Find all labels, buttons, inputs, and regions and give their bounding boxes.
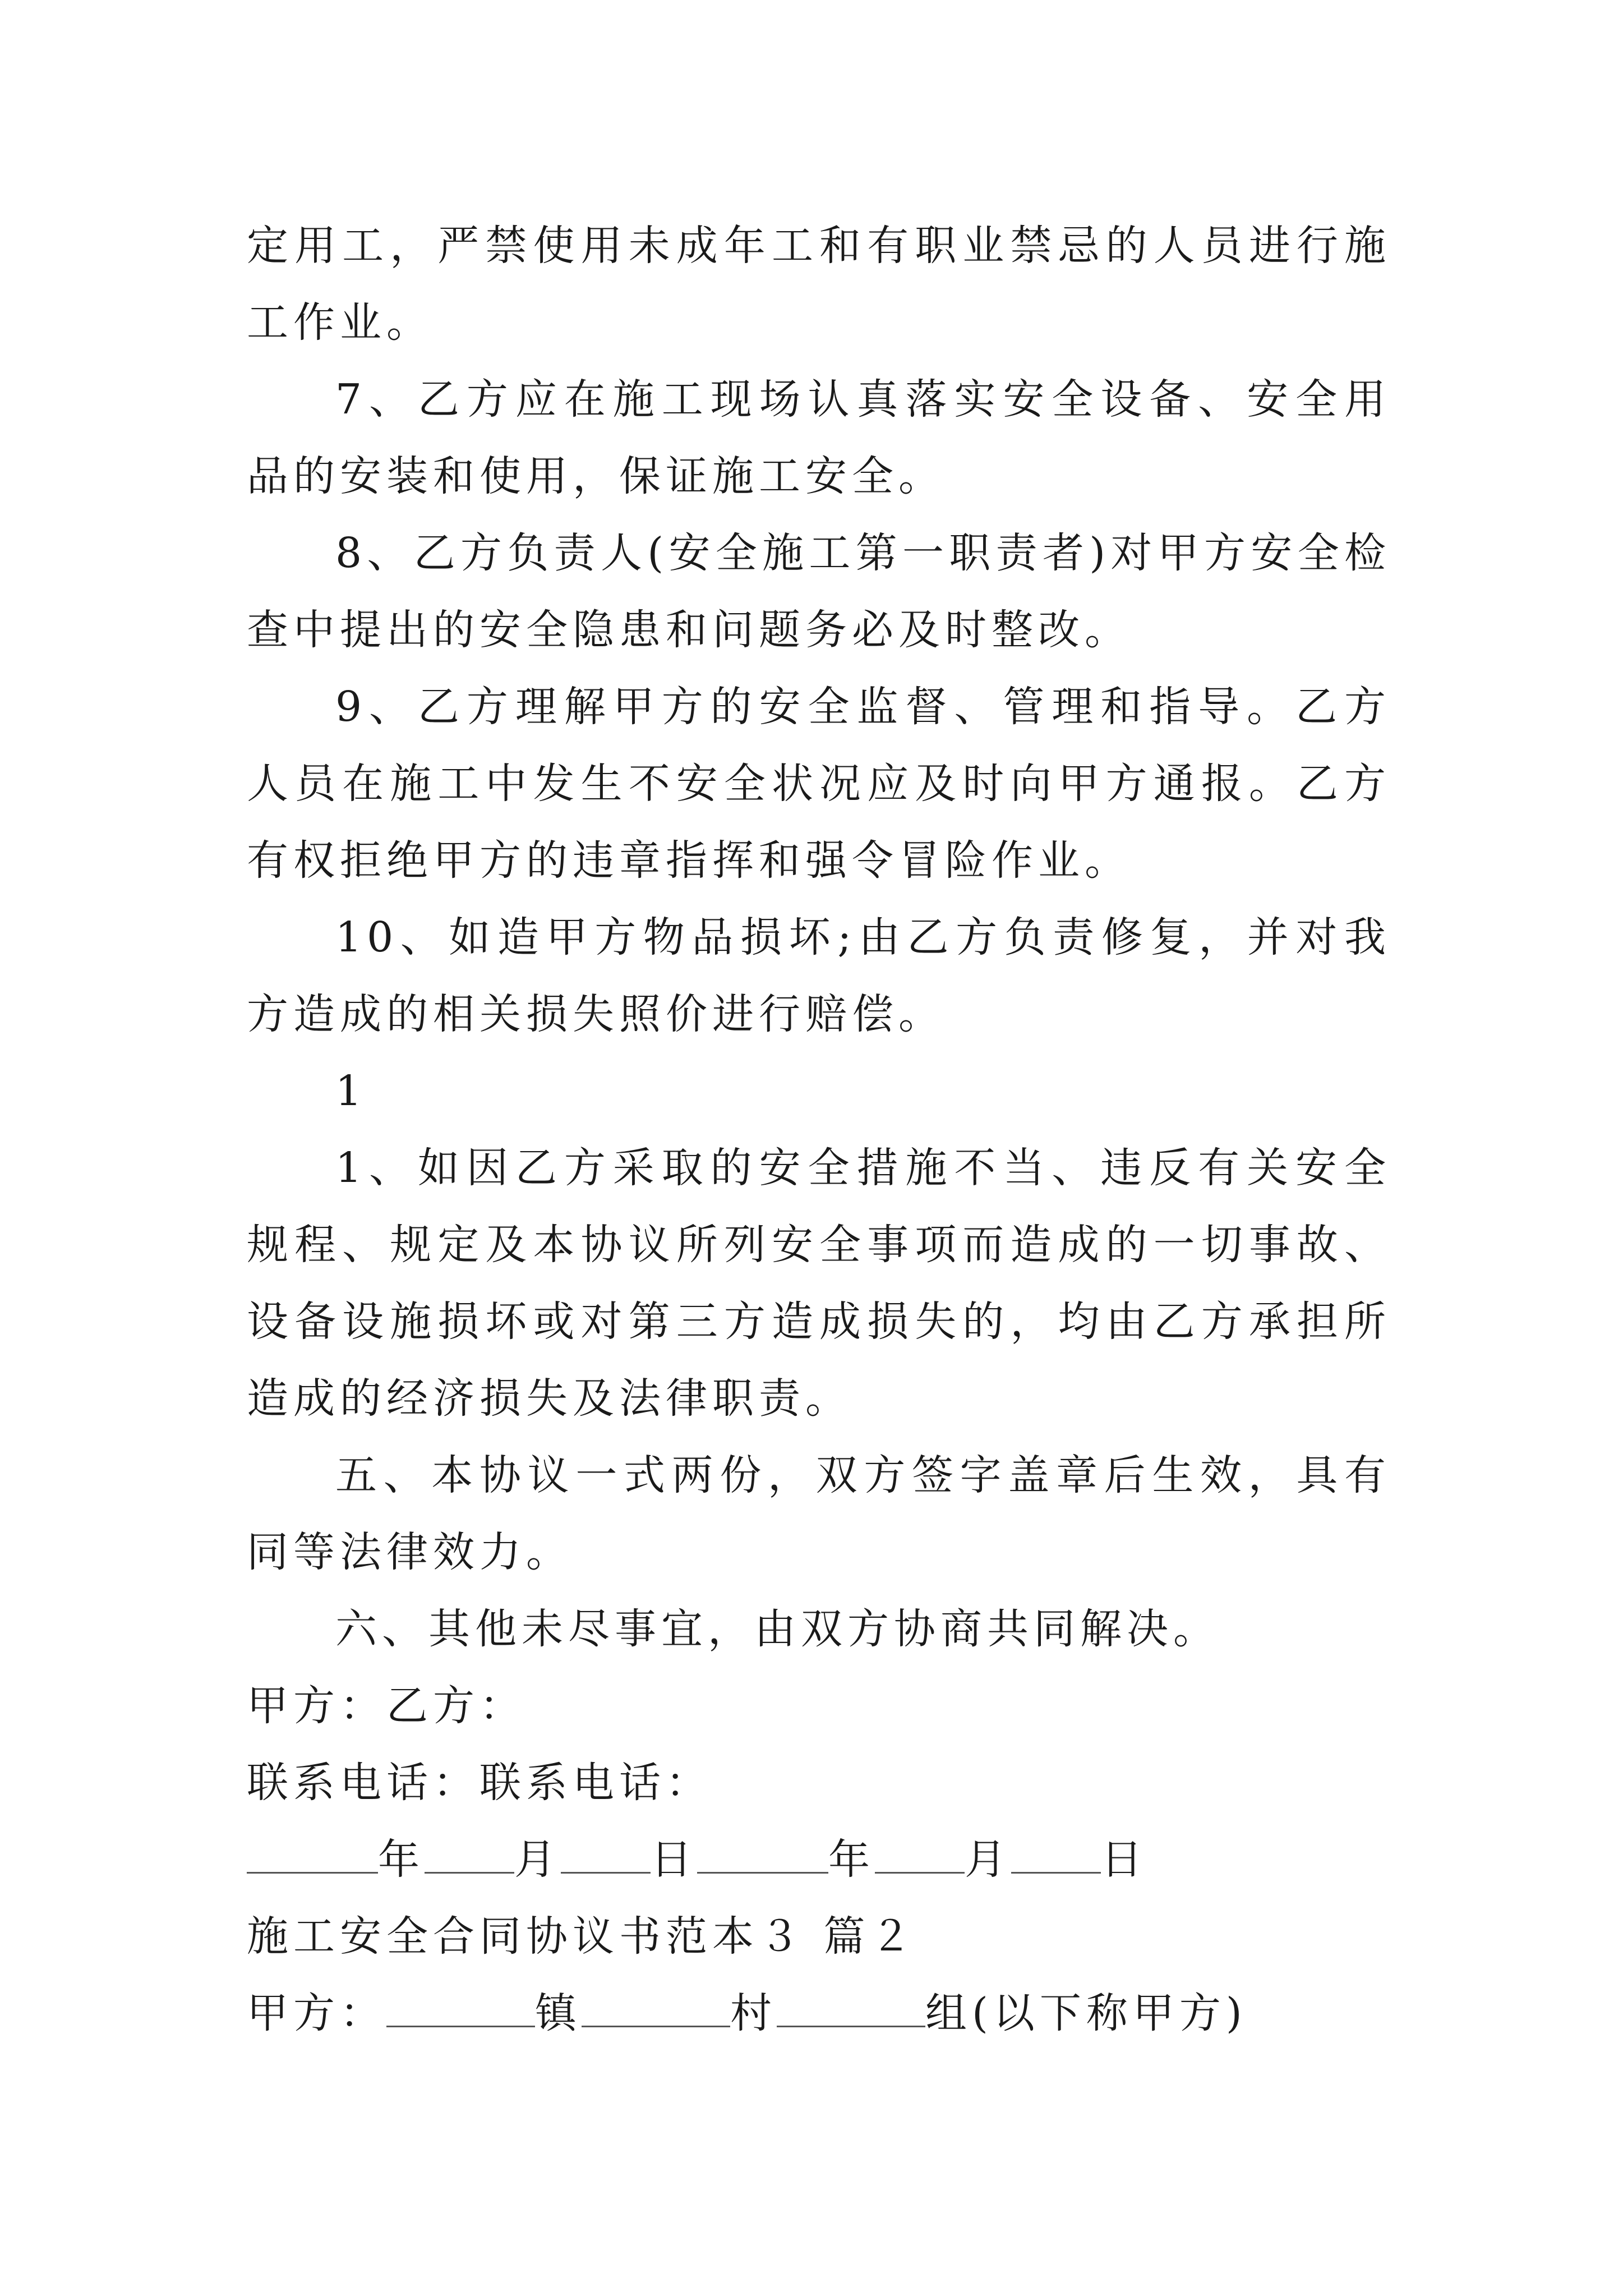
signature-date-row bbox=[247, 1821, 1391, 1898]
paragraph-clause-7: 7、乙方应在施工现场认真落实安全设备、安全用品的安装和使用，保证施工安全。 bbox=[247, 375, 1391, 500]
signature-parties: 甲方：乙方： bbox=[247, 1682, 526, 1730]
paragraph-clause-8: 8、乙方负责人(安全施工第一职责者)对甲方安全检查中提出的安全隐患和问题务必及时整改。 bbox=[247, 529, 1391, 654]
town-blank bbox=[386, 1990, 535, 2027]
paragraph-clause-11: 1、如因乙方采取的安全措施不当、违反有关安全规程、规定及本协议所列安全事项而造成的一切事故、设备设施损坏或对第三方造成损失的，均由乙方承担所造成的经济损失及法律职责。 bbox=[247, 1144, 1391, 1423]
date-day-label: 日 bbox=[1101, 1835, 1147, 1884]
group-label: 组(以下称甲方) bbox=[925, 1989, 1247, 2037]
paragraph-clause-10: 10、如造甲方物品损坏;由乙方负责修复，并对我方造成的相关损失照价进行赔偿。 bbox=[247, 913, 1391, 1038]
village-blank bbox=[582, 1990, 730, 2027]
date-month-label: 月 bbox=[514, 1835, 561, 1884]
date-blank bbox=[1011, 1836, 1101, 1874]
date-month-label: 月 bbox=[965, 1835, 1011, 1884]
date-blank bbox=[875, 1836, 965, 1874]
village-label: 村 bbox=[730, 1989, 777, 2037]
party-a-line bbox=[247, 1975, 1391, 2052]
date-blank bbox=[247, 1836, 378, 1874]
date-day-label: 日 bbox=[651, 1835, 697, 1884]
date-blank bbox=[425, 1836, 514, 1874]
paragraph-section-6: 六、其他未尽事宜，由双方协商共同解决。 bbox=[335, 1605, 1220, 1653]
date-year-label: 年 bbox=[378, 1835, 425, 1884]
date-blank bbox=[697, 1836, 828, 1874]
document-body bbox=[247, 208, 1391, 2052]
date-blank bbox=[561, 1836, 651, 1874]
party-a-label: 甲方： bbox=[247, 1989, 386, 2037]
paragraph-clause-9: 9、乙方理解甲方的安全监督、管理和指导。乙方人员在施工中发生不安全状况应及时向甲方通报。乙方有权拒绝甲方的违章指挥和强令冒险作业。 bbox=[247, 683, 1391, 885]
date-year-label: 年 bbox=[828, 1835, 875, 1884]
paragraph-section-5: 五、本协议一式两份，双方签字盖章后生效，具有同等法律效力。 bbox=[247, 1451, 1391, 1576]
paragraph-number: 1 bbox=[335, 1067, 367, 1115]
signature-phones: 联系电话：联系电话： bbox=[247, 1759, 712, 1807]
paragraph-continuation: 定用工，严禁使用未成年工和有职业禁忌的人员进行施工作业。 bbox=[247, 222, 1391, 347]
town-label: 镇 bbox=[535, 1989, 582, 2037]
group-blank bbox=[777, 1990, 925, 2027]
section-title: 施工安全合同协议书范本３ 篇２ bbox=[247, 1912, 917, 1961]
